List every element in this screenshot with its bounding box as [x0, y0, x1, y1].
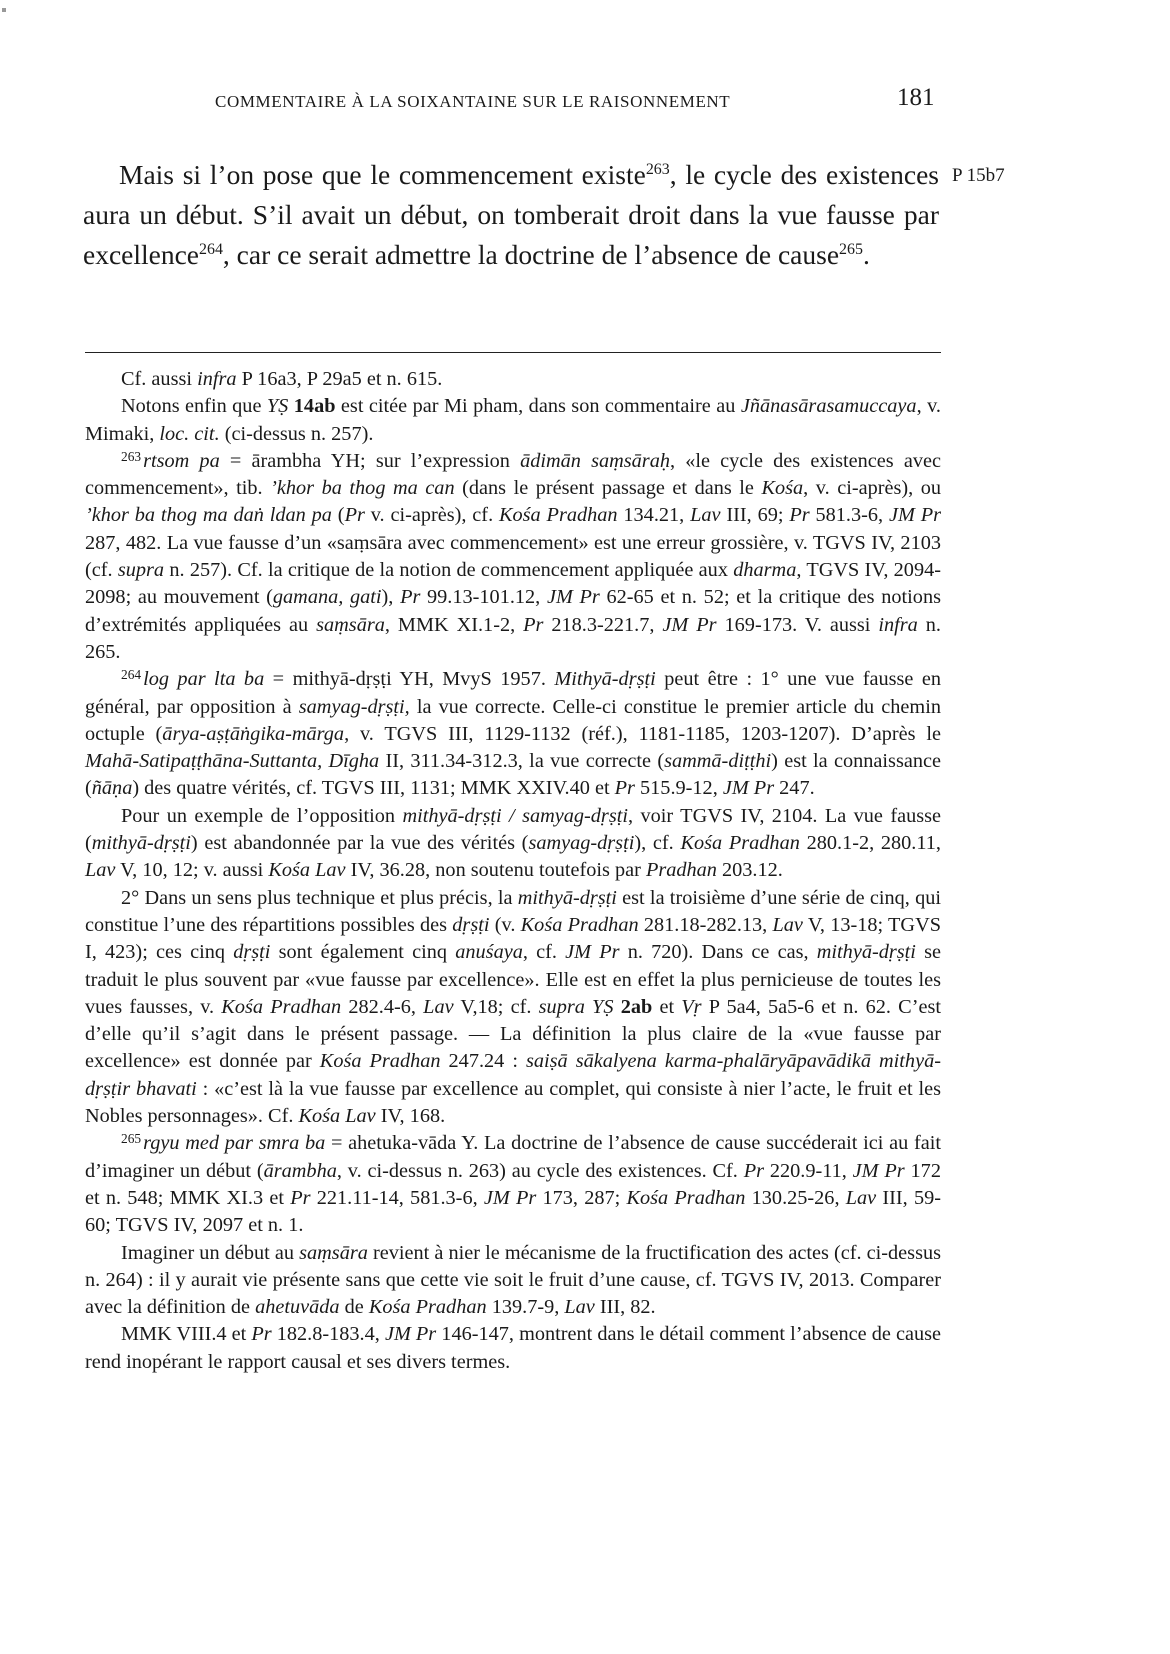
footnote-265: $^{265}$rgyu med par smra ba = ahetuka-vāda Y. La doctrine de l’absence de cause succéderait ici au fait d’imaginer un début (ārambha, v. ci-dessus n. 263) au cycle des existences. Cf. Pr 220.9-11, JM Pr 172 et n. 548; MMK XI.3 et Pr 221.11-14, 581.3-6, JM Pr 173, 287; Kośa Pradhan 130.25-26, Lav III, 59-60; TGVS IV, 2097 et n. 1. [85, 1131, 941, 1237]
footnote-rule [85, 352, 941, 353]
note-paragraph: Notons enfin que YṢ 14ab est citée par Mi pham, dans son commentaire au Jñānasārasamuccaya, v. Mimaki, loc. cit. (ci-dessus n. 257). [85, 395, 941, 445]
running-title: COMMENTAIRE À LA SOIXANTAINE SUR LE RAISONNEMENT [215, 92, 731, 111]
footnote-ref-264[interactable]: 264 [199, 240, 223, 258]
footnote-number: 263 [121, 448, 142, 464]
note-paragraph: 2° Dans un sens plus technique et plus précis, la mithyā-dṛṣṭi est la troisième d’une série de cinq, qui constitue l’une des répartitions possibles des dṛṣṭi (v. Kośa Pradhan 281.18-282.13, Lav V, 13-18; TGVS I, 423); ces cinq dṛṣṭi sont également cinq anuśaya, cf. JM Pr n. 720). Dans ce cas, mithyā-dṛṣṭi se traduit le plus souvent par «vue fausse par excellence». Elle est en effet la plus pernicieuse de toutes les vues fausses, v. Kośa Pradhan 282.4-6, Lav V,18; cf. supra YṢ 2ab et Vṛ P 5a4, 5a5-6 et n. 62. C’est d’elle qu’il s’agit dans le présent passage. — La définition la plus claire de la «vue fausse par excellence» est donnée par Kośa Pradhan 247.24 : saiṣā sākalyena karma-phalāryāpavādikā mithyā-dṛṣṭir bhavati : «c’est là la vue fausse par excellence au complet, qui consiste à nier l’acte, le fruit et les Nobles personnages». Cf. Kośa Lav IV, 168. [85, 886, 942, 1128]
scan-speck [2, 8, 6, 12]
main-paragraph [83, 155, 939, 275]
footnote-number: 264 [121, 667, 142, 683]
main-text-span: Mais si l’on pose que le commencement existe [119, 159, 646, 190]
footnote-263: $^{263}$rtsom pa = ārambha YH; sur l’expression ādimān saṃsāraḥ, «le cycle des existences avec commencement», tib. ’khor ba thog ma can (dans le présent passage et dans le Kośa, v. ci-après), ou ’khor ba thog ma daṅ ldan pa (Pr v. ci-après), cf. Kośa Pradhan 134.21, Lav III, 69; Pr 581.3-6, JM Pr 287, 482. La vue fausse d’un «saṃsāra avec commencement» est une erreur grossière, v. TGVS IV, 2103 (cf. supra n. 257). Cf. la critique de la notion de commencement appliquée aux dharma, TGVS IV, 2094-2098; au mouvement (gamana, gati), Pr 99.13-101.12, JM Pr 62-65 et n. 52; et la critique des notions d’extrémités appliquées au saṃsāra, MMK XI.1-2, Pr 218.3-221.7, JM Pr 169-173. V. aussi infra n. 265. [85, 448, 942, 663]
footnotes [85, 366, 941, 1376]
footnote-number: 265 [121, 1131, 142, 1147]
footnote-ref-265[interactable]: 265 [839, 240, 863, 258]
note-paragraph: Imaginer un début au saṃsāra revient à nier le mécanisme de la fructification des actes (cf. ci-dessus n. 264) : il y aurait vie présente sans que cette vie soit le fruit d’une cause, cf. TGVS IV, 2013. Comparer avec la définition de ahetuvāda de Kośa Pradhan 139.7-9, Lav III, 82. [85, 1241, 941, 1319]
margin-reference: P 15b7 [952, 165, 1005, 186]
footnote-264: $^{264}$log par lta ba = mithyā-dṛṣṭi YH, MvyS 1957. Mithyā-dṛṣṭi peut être : 1° une vue fausse en général, par opposition à samyag-dṛṣṭi, la vue correcte. Celle-ci constitue le premier article du chemin octuple (ārya-aṣṭāṅgika-mārga, v. TGVS III, 1129-1132 (réf.), 1181-1185, 1203-1207). D’après le Mahā-Satipaṭṭhāna-Suttanta, Dīgha II, 311.34-312.3, la vue correcte (sammā-diṭṭhi) est la connaissance (ñāṇa) des quatre vérités, cf. TGVS III, 1131; MMK XXIV.40 et Pr 515.9-12, JM Pr 247. [85, 667, 941, 800]
main-text-span: . [862, 239, 870, 270]
main-text [83, 155, 939, 275]
footnote-ref-263[interactable]: 263 [645, 160, 670, 178]
page-number: 181 [897, 84, 935, 111]
note-paragraph: Pour un exemple de l’opposition mithyā-dṛṣṭi / samyag-dṛṣṭi, voir TGVS IV, 2104. La vue fausse (mithyā-dṛṣṭi) est abandonnée par la vue des vérités (samyag-dṛṣṭi), cf. Kośa Pradhan 280.1-2, 280.11, Lav V, 10, 12; v. aussi Kośa Lav IV, 36.28, non soutenu toutefois par Pradhan 203.12. [85, 804, 941, 882]
note-continuation: Cf. aussi infra P 16a3, P 29a5 et n. 615. [121, 368, 443, 390]
main-text-span: , le cycle des existences aura un début. S’il avait un début, on tomberait droit dans la vue fausse par excellence [83, 159, 939, 270]
note-paragraph: MMK VIII.4 et Pr 182.8-183.4, JM Pr 146-147, montrent dans le détail comment l’absence de cause rend inopérant le rapport causal et ses divers termes. [85, 1323, 942, 1373]
main-text-span: , car ce serait admettre la doctrine de l’absence de cause [222, 239, 840, 270]
